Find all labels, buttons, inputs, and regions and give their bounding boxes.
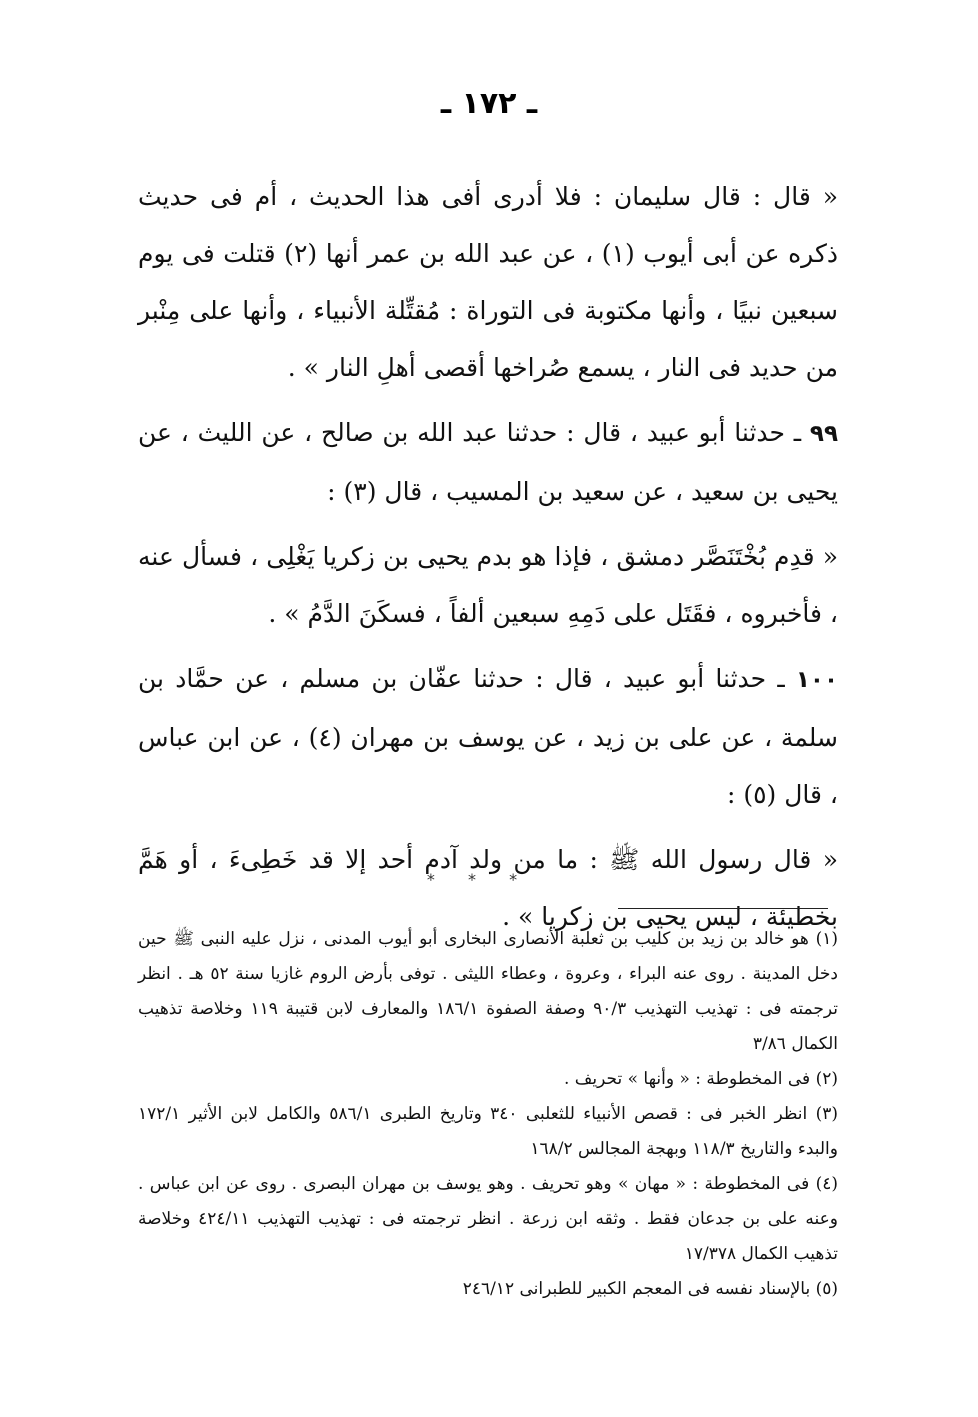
hadith-100 xyxy=(138,650,838,823)
paragraph-quote-2: « قدِم بُخْتَنَصَّر دمشق ، فإذا هو بدم يحيى بن زكريا يَغْلِى ، فسأل عنه ، فأخبروه ، فقَتَل على دَمِهِ سبعين ألفاً ، فسكَنَ الدَّمُ » . xyxy=(138,542,838,628)
hadith-number: ٩٩ xyxy=(809,421,838,447)
footnote: (١) هو خالد بن زيد بن كليب بن ثعلبة الأنصارى البخارى أبو أيوب المدنى ، نزل عليه النبى ﷺ حين دخل المدينة . روى عنه البراء ، وعروة ، وعطاء الليثى . توفى بأرض الروم غازيا سنة ٥٢ هـ . انظر ترجمته فى : تهذيب التهذيب ٩٠/٣ وصفة الصفوة ١٨٦/١ والمعارف لابن قتيبة ١١٩ وخلاصة تذهيب الكمال ٣/٨٦ xyxy=(138,929,838,1054)
paragraph-quote-3: « قال رسول الله ﷺ : ما من ولد آدم أحد إلا قد خَطِىءَ ، أو هَمَّ بخطيئة ، ليس يحيى بن زكريا » . xyxy=(138,845,838,931)
page-number: ـ ١٧٢ ـ xyxy=(440,86,538,121)
footnote: (٣) انظر الخبر فى : قصص الأنبياء للثعلبى ٣٤٠ وتاريخ الطبرى ٥٨٦/١ والكامل لابن الأثير ١٧٢/١ والبدء والتاريخ ١١٨/٣ وبهجة المجالس ١٦٨/٢ xyxy=(138,1104,838,1159)
hadith-99 xyxy=(138,404,838,520)
section-separator: * * * xyxy=(426,870,532,889)
footnote-rule xyxy=(618,908,828,909)
footnote: (٥) بالإسناد نفسه فى المعجم الكبير للطبرانى ٢٤٦/١٢ xyxy=(462,1279,838,1299)
hadith-chain: ـ حدثنا أبو عبيد ، قال : حدثنا عفّان بن مسلم ، عن حمَّاد بن سلمة ، عن على بن زيد ، عن يوسف بن مهران (٤) ، عن ابن عباس ، قال (٥) : xyxy=(138,664,838,809)
main-text xyxy=(138,168,838,953)
footnote: (٢) فى المخطوطة : « وأنها » تحريف . xyxy=(563,1069,838,1089)
footnotes xyxy=(138,922,838,1307)
hadith-number: ١٠٠ xyxy=(795,667,838,693)
hadith-chain: ـ حدثنا أبو عبيد ، قال : حدثنا عبد الله بن صالح ، عن الليث ، عن يحيى بن سعيد ، عن سعيد بن المسيب ، قال (٣) : xyxy=(138,418,838,506)
footnote: (٤) فى المخطوطة : « مهان » وهو تحريف . وهو يوسف بن مهران البصرى . روى عن ابن عباس . وعنه على بن جدعان فقط . وثقه ابن زرعة . انظر ترجمته فى : تهذيب التهذيب ٤٢٤/١١ وخلاصة تذهيب الكمال ١٧/٣٧٨ xyxy=(138,1174,838,1264)
paragraph-quote-1: « قال : قال سليمان : فلا أدرى أفى هذا الحديث ، أم فى حديث ذكره عن أبى أيوب (١) ، عن عبد الله بن عمر أنها (٢) قتلت فى يوم سبعين نبيًا ، وأنها مكتوبة فى التوراة : مُقتِّلة الأنبياء ، وأنها على مِنْبر من حديد فى النار ، يسمع صُراخها أقصى أهلِ النار » . xyxy=(138,182,838,382)
